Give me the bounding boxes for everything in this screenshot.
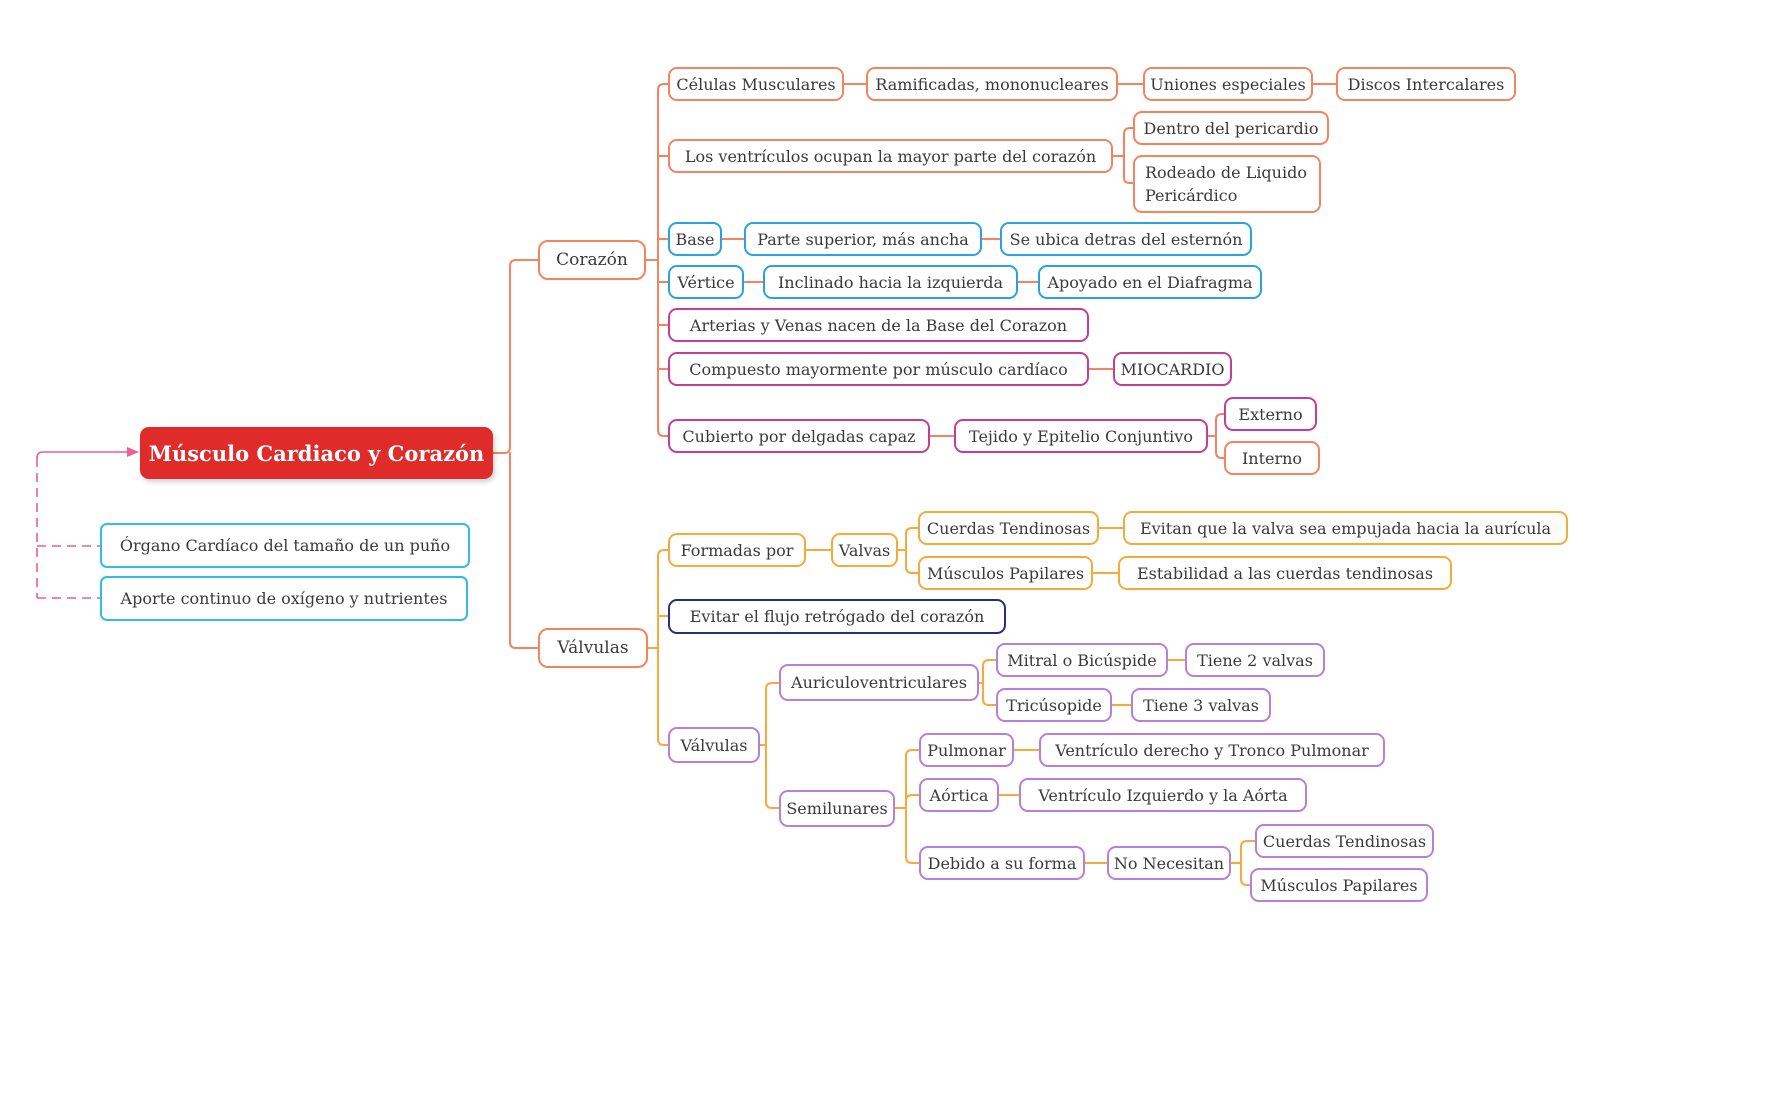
node-discos-intercalares[interactable]: Discos Intercalares bbox=[1336, 67, 1516, 101]
node-no-necesitan[interactable]: No Necesitan bbox=[1107, 846, 1231, 880]
node-compuesto-musculo[interactable]: Compuesto mayormente por músculo cardíaco bbox=[668, 352, 1089, 386]
node-musculos-papilares[interactable]: Músculos Papilares bbox=[918, 556, 1093, 590]
node-uniones-especiales[interactable]: Uniones especiales bbox=[1143, 67, 1313, 101]
node-evitar-flujo[interactable]: Evitar el flujo retrógado del corazón bbox=[668, 599, 1006, 634]
note-connector-arrow-line bbox=[37, 452, 127, 458]
node-pulmonar[interactable]: Pulmonar bbox=[919, 733, 1014, 767]
node-tricusopide[interactable]: Tricúsopide bbox=[996, 688, 1112, 722]
root-node[interactable]: Músculo Cardiaco y Corazón bbox=[140, 427, 493, 479]
node-auriculoventriculares[interactable]: Auriculoventriculares bbox=[779, 664, 979, 701]
node-tejido-epitelio[interactable]: Tejido y Epitelio Conjuntivo bbox=[954, 419, 1208, 453]
node-valvas[interactable]: Valvas bbox=[831, 533, 898, 567]
node-liquido-pericardico[interactable]: Rodeado de Liquido Pericárdico bbox=[1133, 155, 1321, 213]
node-semilunares[interactable]: Semilunares bbox=[779, 790, 895, 827]
node-detras-esternon[interactable]: Se ubica detras del esternón bbox=[1000, 222, 1252, 256]
node-estabilidad-cuerdas[interactable]: Estabilidad a las cuerdas tendinosas bbox=[1118, 556, 1452, 590]
node-dentro-pericardio[interactable]: Dentro del pericardio bbox=[1133, 111, 1329, 145]
node-musculos-papilares-2[interactable]: Músculos Papilares bbox=[1250, 868, 1428, 902]
branch-valvulas[interactable]: Válvulas bbox=[538, 628, 648, 668]
note-connector-dashed bbox=[37, 458, 100, 598]
node-ventriculos[interactable]: Los ventrículos ocupan la mayor parte del corazón bbox=[668, 139, 1113, 173]
note-organ-size[interactable]: Órgano Cardíaco del tamaño de un puño bbox=[100, 523, 470, 568]
node-aortica[interactable]: Aórtica bbox=[919, 778, 999, 812]
arrowhead-icon bbox=[127, 447, 139, 457]
note-oxygen-supply[interactable]: Aporte continuo de oxígeno y nutrientes bbox=[100, 576, 468, 621]
node-apoyado-diafragma[interactable]: Apoyado en el Diafragma bbox=[1038, 265, 1262, 299]
node-inclinado-izquierda[interactable]: Inclinado hacia la izquierda bbox=[763, 265, 1018, 299]
node-evitan-valva[interactable]: Evitan que la valva sea empujada hacia la aurícula bbox=[1123, 511, 1568, 545]
node-debido-forma[interactable]: Debido a su forma bbox=[919, 846, 1085, 880]
node-vertice[interactable]: Vértice bbox=[668, 265, 744, 299]
node-formadas-por[interactable]: Formadas por bbox=[668, 533, 806, 567]
node-parte-superior[interactable]: Parte superior, más ancha bbox=[744, 222, 982, 256]
node-valvulas-tipos[interactable]: Válvulas bbox=[668, 727, 760, 763]
node-cuerdas-tendinosas[interactable]: Cuerdas Tendinosas bbox=[918, 511, 1099, 545]
node-cuerdas-tendinosas-2[interactable]: Cuerdas Tendinosas bbox=[1255, 824, 1434, 858]
node-arterias-venas[interactable]: Arterias y Venas nacen de la Base del Corazon bbox=[668, 308, 1089, 342]
node-ventriculo-derecho[interactable]: Ventrículo derecho y Tronco Pulmonar bbox=[1039, 733, 1385, 767]
node-interno[interactable]: Interno bbox=[1224, 441, 1320, 475]
branch-corazon[interactable]: Corazón bbox=[538, 240, 646, 280]
node-ventriculo-izquierdo[interactable]: Ventrículo Izquierdo y la Aórta bbox=[1019, 778, 1307, 812]
node-celulas-musculares[interactable]: Células Musculares bbox=[668, 67, 844, 101]
node-ramificadas[interactable]: Ramificadas, mononucleares bbox=[866, 67, 1118, 101]
node-mitral-bicuspide[interactable]: Mitral o Bicúspide bbox=[996, 643, 1168, 677]
node-tiene-2-valvas[interactable]: Tiene 2 valvas bbox=[1185, 643, 1325, 677]
node-externo[interactable]: Externo bbox=[1224, 397, 1317, 431]
node-base[interactable]: Base bbox=[668, 222, 722, 256]
node-miocardio[interactable]: MIOCARDIO bbox=[1113, 352, 1232, 386]
node-cubierto-capaz[interactable]: Cubierto por delgadas capaz bbox=[668, 419, 930, 453]
node-tiene-3-valvas[interactable]: Tiene 3 valvas bbox=[1131, 688, 1271, 722]
